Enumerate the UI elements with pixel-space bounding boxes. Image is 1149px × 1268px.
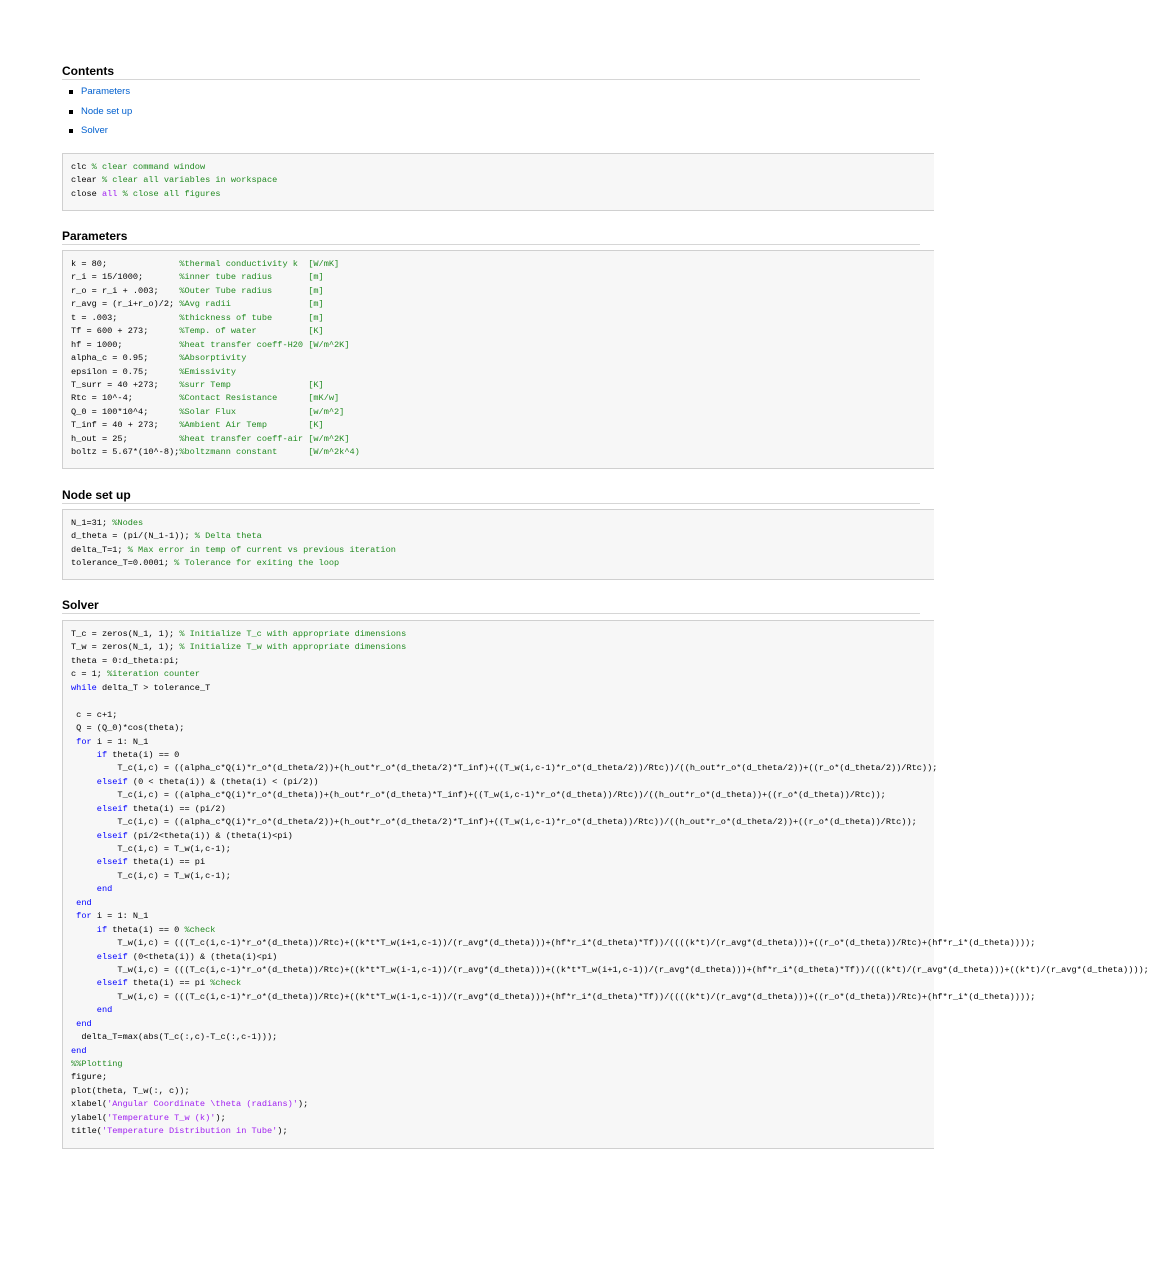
code-line xyxy=(71,188,934,201)
code-text: figure; xyxy=(71,1072,108,1083)
code-text: h_out = 25; xyxy=(71,433,180,444)
code-line xyxy=(71,1031,934,1044)
code-text: theta(i) == (pi/2) xyxy=(127,803,226,814)
code-text xyxy=(71,884,97,894)
code-comment: % close all figures xyxy=(122,188,221,199)
contents-heading: Contents xyxy=(62,64,920,80)
code-text: r_avg = (r_i+r_o)/2; xyxy=(71,299,180,310)
code-comment: %surr Temp [K] xyxy=(179,379,324,390)
code-line xyxy=(71,870,934,883)
code-line xyxy=(71,762,938,775)
code-text: (0 < theta(i)) & (theta(i) < (pi/2)) xyxy=(127,776,319,787)
code-line xyxy=(71,446,934,459)
code-line xyxy=(71,419,934,432)
code-string: 'Angular Coordinate \theta (radians)' xyxy=(107,1099,298,1110)
code-text: T_c(i,c) = T_w(i,c-1); xyxy=(71,844,231,854)
code-line xyxy=(71,285,934,298)
code-line xyxy=(71,830,934,843)
code-text: d_theta = (pi/(N_1-1)); xyxy=(71,531,195,542)
code-text: r_i = 15/1000; xyxy=(71,272,180,283)
code-comment: %boltzmann constant [W/m^2k^4) xyxy=(179,447,360,458)
code-line xyxy=(71,530,934,543)
toc-link-parameters[interactable]: Parameters xyxy=(81,86,131,97)
code-text: theta(i) == pi xyxy=(127,978,211,989)
table-of-contents xyxy=(62,86,132,145)
section-heading-node-setup: Node set up xyxy=(62,488,920,504)
code-block-intro xyxy=(62,153,934,211)
code-text: ); xyxy=(297,1099,309,1110)
toc-link-node-setup[interactable]: Node set up xyxy=(81,105,133,117)
code-text: Tf = 600 + 273; xyxy=(71,326,180,337)
code-line xyxy=(71,951,934,964)
code-line xyxy=(71,910,934,923)
code-text: ); xyxy=(277,1126,288,1137)
code-line xyxy=(71,897,934,910)
code-line xyxy=(71,1058,934,1071)
code-text: delta_T=max(abs(T_c(:,c)-T_c(:,c-1))); xyxy=(71,1032,278,1043)
code-line xyxy=(71,352,934,365)
code-line xyxy=(71,924,934,937)
code-line xyxy=(71,1071,934,1084)
code-text: theta(i) == 0 xyxy=(107,749,180,760)
code-text: T_w(i,c) = (((T_c(i,c-1)*r_o*(d_theta))/Rtc)+((k*t*T_w(i+1,c-1))/(r_avg*(d_theta)))+(hf*r_i*(d_theta)*Tf))/((((k*t)/(r_avg*(d_theta)))+((r_o*(d_theta))/Rtc)+(hf*r_i*(d_theta)))); xyxy=(71,938,1036,949)
code-comment: % Max error in temp of current vs previous iteration xyxy=(127,544,396,555)
code-line xyxy=(71,709,934,722)
code-comment: % Initialize T_w with appropriate dimensions xyxy=(179,642,407,653)
code-keyword: for xyxy=(76,911,92,922)
code-line xyxy=(71,964,1149,977)
code-line xyxy=(71,1098,934,1111)
code-text: theta = 0:d_theta:pi; xyxy=(71,655,180,666)
code-line xyxy=(71,776,934,789)
code-keyword: for xyxy=(76,736,92,747)
code-comment: %Solar Flux [w/m^2] xyxy=(179,406,345,417)
code-line xyxy=(71,937,1036,950)
code-keyword: end xyxy=(76,1018,92,1029)
code-text: Rtc = 10^-4; xyxy=(71,393,180,404)
code-line xyxy=(71,517,934,530)
code-text: ylabel( xyxy=(71,1112,108,1123)
code-line xyxy=(71,174,934,187)
code-comment: %Absorptivity xyxy=(179,353,247,364)
code-text: r_o = r_i + .003; xyxy=(71,285,180,296)
code-line xyxy=(71,406,934,419)
code-text: hf = 1000; xyxy=(71,339,180,350)
code-comment: %heat transfer coeff-air [w/m^2K] xyxy=(179,433,350,444)
section-heading-parameters: Parameters xyxy=(62,229,920,245)
code-line xyxy=(71,1112,934,1125)
code-text xyxy=(71,750,97,760)
code-line xyxy=(71,816,934,829)
code-text: (pi/2<theta(i)) & (theta(i)<pi) xyxy=(127,830,293,841)
code-string: all xyxy=(101,188,118,199)
code-text: ); xyxy=(215,1112,226,1123)
code-keyword: end xyxy=(96,884,113,895)
toc-link-solver[interactable]: Solver xyxy=(81,125,108,136)
code-line xyxy=(71,736,934,749)
code-text: N_1=31; xyxy=(71,518,113,528)
code-string: 'Temperature T_w (k)' xyxy=(107,1112,216,1123)
code-text: T_w(i,c) = (((T_c(i,c-1)*r_o*(d_theta))/Rtc)+((k*t*T_w(i-1,c-1))/(r_avg*(d_theta)))+(hf*r_i*(d_theta)*Tf))/((((k*t)/(r_avg*(d_theta)))+((r_o*(d_theta))/Rtc)+(hf*r_i*(d_theta)))); xyxy=(71,991,1036,1002)
code-comment: %Emissivity xyxy=(179,366,237,377)
code-keyword: if xyxy=(96,924,108,935)
toc-item-parameters xyxy=(62,86,132,106)
code-string: 'Temperature Distribution in Tube' xyxy=(101,1126,278,1137)
code-comment: %check xyxy=(210,978,242,989)
code-text: k = 80; xyxy=(71,259,180,269)
code-line xyxy=(71,433,934,446)
code-line xyxy=(71,312,934,325)
code-line xyxy=(71,544,934,557)
code-line xyxy=(71,749,934,762)
code-comment: % clear all variables in workspace xyxy=(101,175,278,186)
code-line xyxy=(71,722,934,735)
code-line xyxy=(71,695,934,708)
code-comment: %thickness of tube [m] xyxy=(179,312,324,323)
code-text: T_w(i,c) = (((T_c(i,c-1)*r_o*(d_theta))/Rtc)+((k*t*T_w(i-1,c-1))/(r_avg*(d_theta)))+((k*t*T_w(i+1,c-1))/(r_avg*(d_theta)))+(hf*r_i*(d_theta)*Tf))/(((k*t)/(r_avg*(d_theta)))+((k*t)/(r_avg*(d_theta)))); xyxy=(71,964,1149,975)
code-line xyxy=(71,856,934,869)
code-text: i = 1: N_1 xyxy=(91,736,149,747)
code-comment: % Delta theta xyxy=(194,531,262,542)
code-comment: %heat transfer coeff-H20 [W/m^2K] xyxy=(179,339,350,350)
code-text: T_inf = 40 + 273; xyxy=(71,420,180,431)
code-comment: %Ambient Air Temp [K] xyxy=(179,420,324,431)
code-line xyxy=(71,298,934,311)
code-comment: %Outer Tube radius [m] xyxy=(179,285,324,296)
code-comment: %thermal conductivity k [W/mK] xyxy=(179,259,340,269)
code-line xyxy=(71,1004,934,1017)
code-text: T_c(i,c) = T_w(i,c-1); xyxy=(71,870,231,881)
code-text: T_surr = 40 +273; xyxy=(71,379,180,390)
code-comment: % Tolerance for exiting the loop xyxy=(174,558,340,569)
code-text xyxy=(71,831,97,841)
code-line xyxy=(71,258,934,271)
code-text: T_c(i,c) = ((alpha_c*Q(i)*r_o*(d_theta))+(h_out*r_o*(d_theta)*T_inf)+((T_w(i,c-1)*r_o*(d_theta))/Rtc))/((h_out*r_o*(d_theta))+((r_o*(d_theta))/Rtc)); xyxy=(71,790,886,801)
code-text: i = 1: N_1 xyxy=(91,911,149,922)
code-line xyxy=(71,977,934,990)
code-keyword: end xyxy=(96,1005,113,1016)
code-text: boltz = 5.67*(10^-8); xyxy=(71,447,180,458)
code-comment: %iteration counter xyxy=(107,669,200,680)
code-line xyxy=(71,682,934,695)
code-line xyxy=(71,557,934,570)
code-text: T_c(i,c) = ((alpha_c*Q(i)*r_o*(d_theta/2))+(h_out*r_o*(d_theta/2)*T_inf)+((T_w(i,c-1)*r_o*(d_theta/2))/Rtc))/((h_out*r_o*(d_theta/2))+((r_o*(d_theta/2))/Rtc)); xyxy=(71,763,938,774)
code-text: c = 1; xyxy=(71,669,108,680)
code-comment: % clear command window xyxy=(91,162,206,172)
code-keyword: end xyxy=(76,897,92,908)
code-text xyxy=(71,925,97,935)
code-text: plot(theta, T_w(:, c)); xyxy=(71,1085,190,1096)
code-block-node-setup xyxy=(62,509,934,580)
code-text: theta(i) == 0 xyxy=(107,924,185,935)
code-comment: % Initialize T_c with appropriate dimensions xyxy=(179,629,407,639)
code-text: Q = (Q_0)*cos(theta); xyxy=(71,723,185,734)
code-comment: %%Plotting xyxy=(71,1059,123,1069)
code-line xyxy=(71,1125,934,1138)
code-text: T_c = zeros(N_1, 1); xyxy=(71,629,180,639)
code-block-parameters xyxy=(62,250,934,469)
code-text: epsilon = 0.75; xyxy=(71,366,180,377)
code-text: close xyxy=(71,188,102,199)
code-comment: %Contact Resistance [mK/w] xyxy=(179,393,340,404)
code-line xyxy=(71,1085,934,1098)
code-line xyxy=(71,991,1036,1004)
code-comment: %Temp. of water [K] xyxy=(179,326,324,337)
code-text: delta_T=1; xyxy=(71,544,128,555)
code-text: alpha_c = 0.95; xyxy=(71,353,180,364)
code-line xyxy=(71,325,934,338)
code-line xyxy=(71,628,934,641)
code-text xyxy=(71,952,97,962)
code-keyword: elseif xyxy=(96,978,128,989)
code-line xyxy=(71,789,934,802)
code-text xyxy=(71,978,97,988)
code-keyword: end xyxy=(71,1045,87,1056)
code-line xyxy=(71,883,934,896)
code-line xyxy=(71,392,934,405)
toc-item-solver xyxy=(62,125,132,145)
code-text: c = c+1; xyxy=(71,709,118,720)
code-text: t = .003; xyxy=(71,312,180,323)
code-text: title( xyxy=(71,1126,102,1137)
code-keyword: elseif xyxy=(96,803,128,814)
code-keyword: if xyxy=(96,749,108,760)
code-line xyxy=(71,1018,934,1031)
code-comment: %Nodes xyxy=(112,518,144,528)
code-text: xlabel( xyxy=(71,1099,108,1110)
code-line xyxy=(71,641,934,654)
toc-item-node-setup xyxy=(62,106,132,126)
code-text xyxy=(71,857,97,867)
code-text: clc xyxy=(71,162,92,172)
code-text xyxy=(71,804,97,814)
code-comment: %check xyxy=(184,924,216,935)
code-text: clear xyxy=(71,175,102,186)
code-text: T_c(i,c) = ((alpha_c*Q(i)*r_o*(d_theta/2))+(h_out*r_o*(d_theta/2)*T_inf)+((T_w(i,c-1)*r_o*(d_theta))/Rtc))/((h_out*r_o*(d_theta/2))+((r_o*(d_theta))/Rtc)); xyxy=(71,817,917,828)
code-line xyxy=(71,339,934,352)
code-text: tolerance_T=0.0001; xyxy=(71,558,175,569)
code-keyword: elseif xyxy=(96,830,128,841)
code-comment: %inner tube radius [m] xyxy=(179,272,324,283)
code-keyword: elseif xyxy=(96,857,128,868)
code-text: delta_T > tolerance_T xyxy=(96,682,211,693)
code-line xyxy=(71,379,934,392)
code-line xyxy=(71,803,934,816)
code-line xyxy=(71,655,934,668)
code-text: (0<theta(i)) & (theta(i)<pi) xyxy=(127,951,278,962)
code-line xyxy=(71,1045,934,1058)
code-keyword: while xyxy=(71,682,97,693)
code-line xyxy=(71,366,934,379)
code-text xyxy=(71,777,97,787)
code-line xyxy=(71,161,934,174)
section-heading-solver: Solver xyxy=(62,598,920,614)
code-keyword: elseif xyxy=(96,951,128,962)
code-line xyxy=(71,668,934,681)
code-comment: %Avg radii [m] xyxy=(179,299,324,310)
code-line xyxy=(71,843,934,856)
code-text xyxy=(71,1005,97,1015)
code-keyword: elseif xyxy=(96,776,128,787)
code-text: Q_0 = 100*10^4; xyxy=(71,406,180,417)
code-block-solver xyxy=(62,620,1149,1149)
code-text: theta(i) == pi xyxy=(127,857,206,868)
code-line xyxy=(71,271,934,284)
code-text: T_w = zeros(N_1, 1); xyxy=(71,642,180,653)
